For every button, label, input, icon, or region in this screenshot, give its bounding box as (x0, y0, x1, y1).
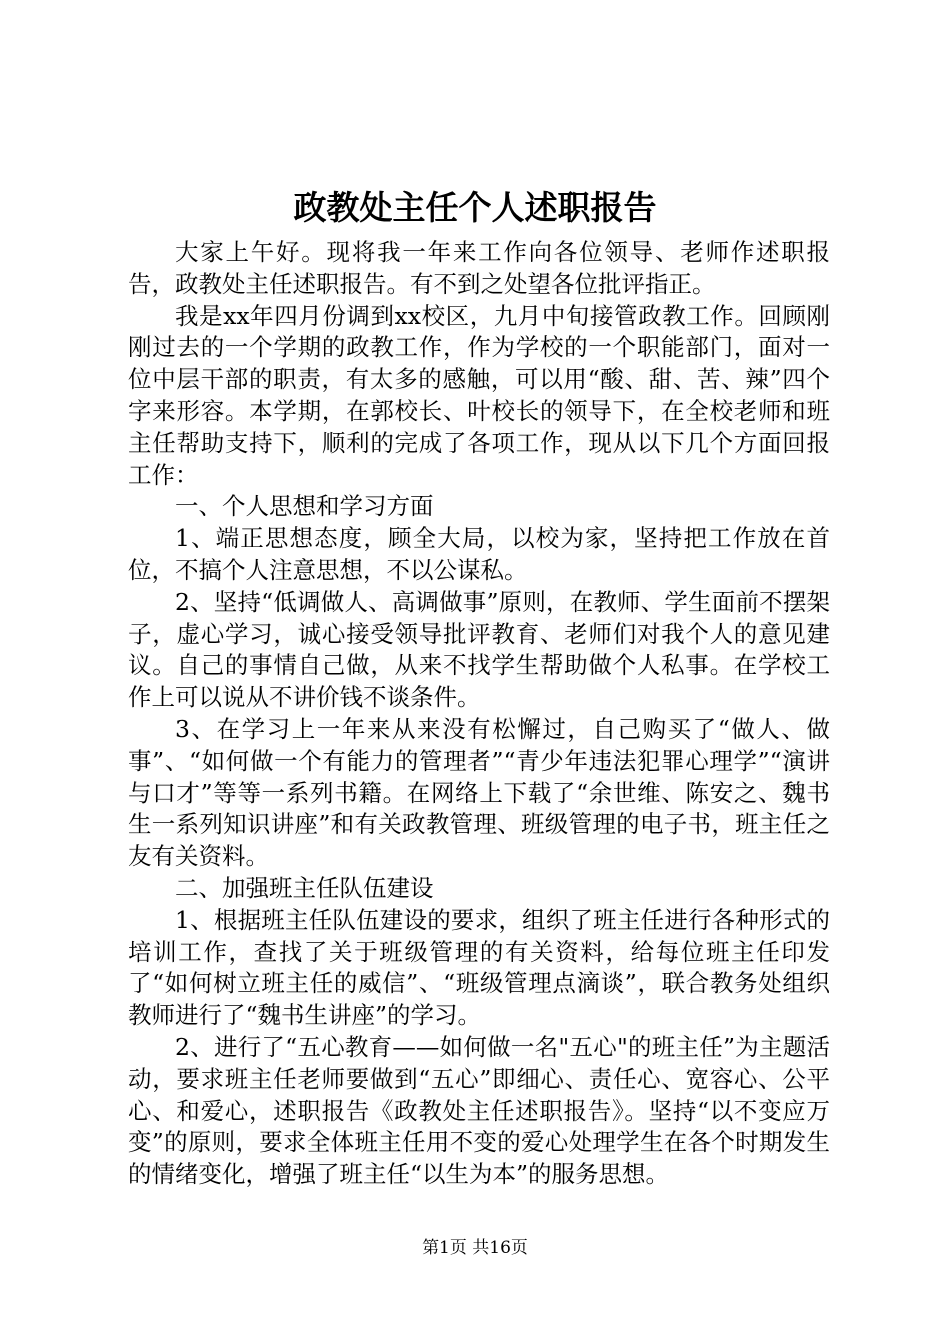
paragraph-greeting: 大家上午好。现将我一年来工作向各位领导、老师作述职报告，政教处主任述职报告。有不到之处望各位批评指正。 (128, 238, 830, 298)
paragraph-item-2-principle: 2、坚持“低调做人、高调做事”原则，在教师、学生面前不摆架子，虚心学习，诚心接受领导批评教育、老师们对我个人的意见建议。自己的事情自己做，从来不找学生帮助做个人私事。在学校工作上可以说从不讲价钱不谈条件。 (128, 587, 830, 712)
paragraph-item-1-training: 1、根据班主任队伍建设的要求，组织了班主任进行各种形式的培训工作，查找了关于班级管理的有关资料，给每位班主任印发了“如何树立班主任的威信”、“班级管理点滴谈”，联合教务处组织教师进行了“魏书生讲座”的学习。 (128, 905, 830, 1030)
document-body (128, 237, 830, 1191)
paragraph-item-2-five-hearts: 2、进行了“五心教育——如何做一名"五心"的班主任”为主题活动，要求班主任老师要做到“五心”即细心、责任心、宽容心、公平心、和爱心，述职报告《政教处主任述职报告》。坚持“以不变应万变”的原则，要求全体班主任用不变的爱心处理学生在各个时期发生的情绪变化，增强了班主任“以生为本”的服务思想。 (128, 1032, 830, 1189)
section-heading-teacher-team: 二、加强班主任队伍建设 (175, 873, 434, 902)
document-title: 政教处主任个人述职报告 (293, 188, 657, 227)
paragraph-item-1-attitude: 1、端正思想态度，顾全大局，以校为家，坚持把工作放在首位，不搞个人注意思想，不以公谋私。 (128, 524, 830, 584)
page-footer: 第1页 共16页 (422, 1238, 528, 1258)
section-heading-personal-study: 一、个人思想和学习方面 (175, 492, 434, 521)
paragraph-introduction: 我是xx年四月份调到xx校区，九月中旬接管政教工作。回顾刚刚过去的一个学期的政教工作，作为学校的一个职能部门，面对一位中层干部的职责，有太多的感触，可以用“酸、甜、苦、辣”四个字来形容。本学期，在郭校长、叶校长的领导下，在全校老师和班主任帮助支持下，顺利的完成了各项工作，现从以下几个方面回报工作： (128, 301, 830, 489)
paragraph-item-3-learning: 3、在学习上一年来从来没有松懈过，自己购买了“做人、做事”、“如何做一个有能力的管理者”“青少年违法犯罪心理学”“演讲与口才”等等一系列书籍。在网络上下载了“余世维、陈安之、魏书生一系列知识讲座”和有关政教管理、班级管理的电子书，班主任之友有关资料。 (128, 714, 830, 871)
